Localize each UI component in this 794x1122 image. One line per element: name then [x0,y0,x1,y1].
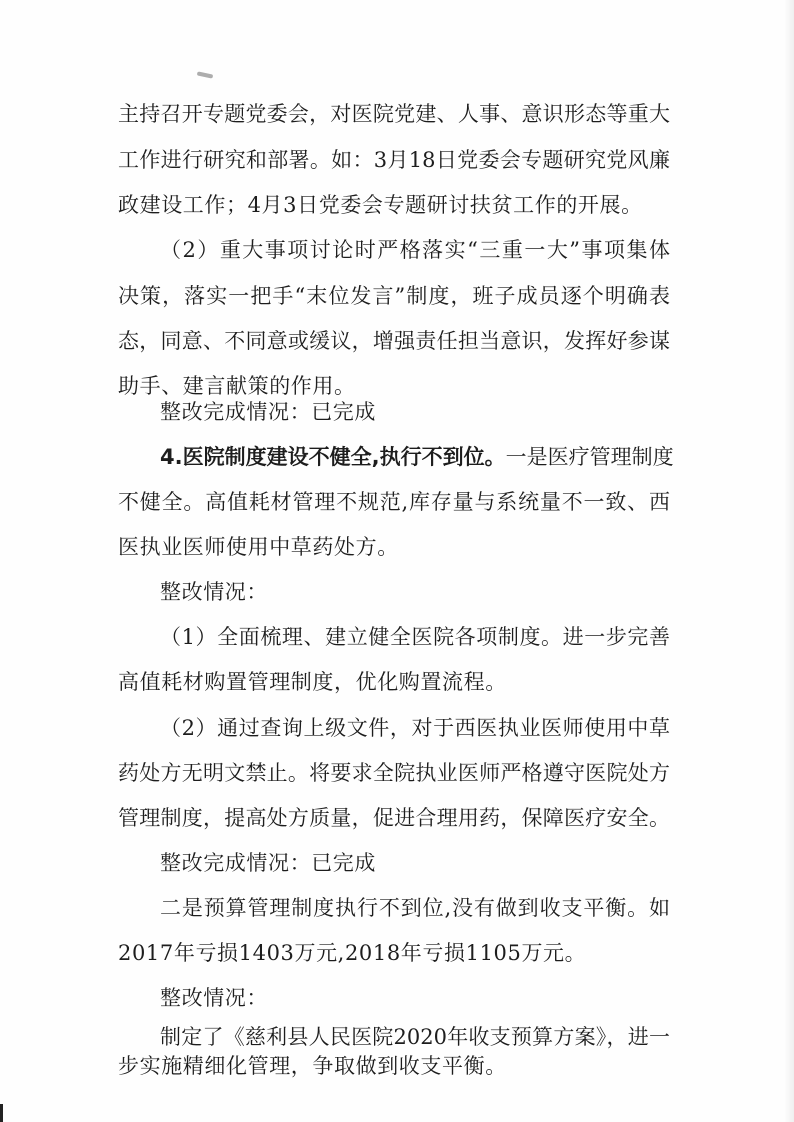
body-text: 一是医疗管理制度 [505,445,674,469]
body-line: 政建设工作；4月3日党委会专题研讨扶贫工作的开展。 [118,193,643,217]
completion-status: 整改完成情况：已完成 [160,851,376,875]
section-heading-line [160,442,674,472]
body-line: 态，同意、不同意或缓议，增强责任担当意识，发挥好参谋 [118,329,670,353]
page-edge-shadow [784,0,794,1122]
subheading: 整改情况： [160,986,268,1010]
body-line: （2）通过查询上级文件，对于西医执业医师使用中草 [160,716,670,740]
section-heading: 4.医院制度建设不健全,执行不到位。 [160,445,506,469]
body-line: 高值耗材购置管理制度，优化购置流程。 [118,670,507,694]
body-line: 二是预算管理制度执行不到位,没有做到收支平衡。如 [160,896,670,920]
body-line: 制定了《慈利县人民医院2020年收支预算方案》，进一 [160,1025,670,1049]
body-line: 药处方无明文禁止。将要求全院执业医师严格遵守医院处方 [118,761,670,785]
body-line: 主持召开专题党委会，对医院党建、人事、意识形态等重大 [118,102,670,126]
scan-mark [197,71,213,78]
body-line: （1）全面梳理、建立健全医院各项制度。进一步完善 [160,625,670,649]
body-line: 管理制度，提高处方质量，促进合理用药，保障医疗安全。 [118,806,670,830]
completion-status: 整改完成情况：已完成 [160,400,376,424]
subheading: 整改情况： [160,580,268,604]
body-line: （2）重大事项讨论时严格落实“三重一大”事项集体 [160,238,670,262]
body-line: 步实施精细化管理，争取做到收支平衡。 [118,1054,507,1078]
body-line: 不健全。高值耗材管理不规范,库存量与系统量不一致、西 [118,490,670,514]
body-line: 工作进行研究和部署。如：3月18日党委会专题研究党风廉 [118,148,670,172]
body-line: 决策，落实一把手“末位发言”制度，班子成员逐个明确表 [118,284,670,308]
body-line: 2017年亏损1403万元,2018年亏损1105万元。 [118,941,587,965]
body-line: 医执业医师使用中草药处方。 [118,535,399,559]
body-line: 助手、建言献策的作用。 [118,374,356,398]
scan-corner-mark [0,1104,3,1122]
